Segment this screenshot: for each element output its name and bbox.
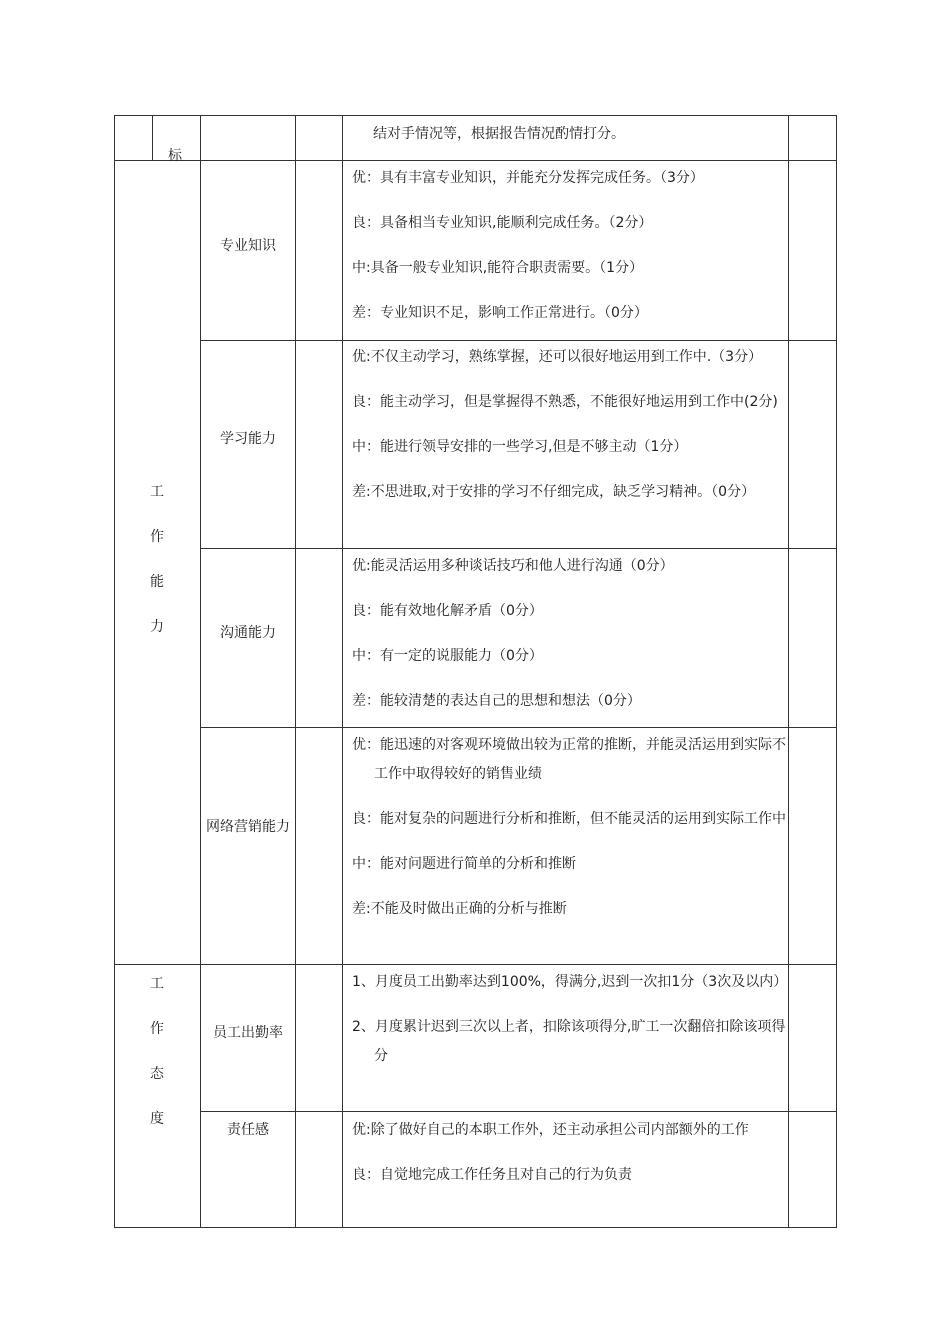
criterion-good: 良：能对复杂的问题进行分析和推断，但不能灵活的运用到实际工作中 — [352, 811, 786, 827]
criterion-good: 良：自觉地完成工作任务且对自己的行为负责 — [352, 1167, 632, 1183]
criterion-good: 良：能有效地化解矛盾（0分） — [352, 603, 543, 619]
criterion-rule-1: 1、月度员工出勤率达到100%，得满分,迟到一次扣1分（3次及以内） — [352, 974, 788, 990]
criteria-communication-ability — [352, 552, 780, 716]
category-work-attitude — [114, 974, 200, 1154]
criterion-average: 中：能进行领导安排的一些学习,但是不够主动（1分） — [352, 439, 688, 455]
criterion-average: 中：有一定的说服能力（0分） — [352, 648, 543, 664]
criterion-rule-2: 2、月度累计迟到三次以上者，扣除该项得分,旷工一次翻倍扣除该项得分 — [352, 1019, 786, 1064]
item-communication-ability: 沟通能力 — [220, 625, 276, 641]
item-learning-ability: 学习能力 — [220, 431, 276, 447]
item-network-marketing-ability: 网络营销能力 — [206, 819, 290, 835]
criterion-excellent: 优:不仅主动学习，熟练掌握，还可以很好地运用到工作中.（3分） — [352, 349, 763, 365]
table-border-right — [836, 115, 837, 1228]
category-work-ability — [114, 482, 200, 662]
category-char: 态 — [150, 1066, 164, 1082]
criteria-sense-of-responsibility — [352, 1116, 780, 1190]
table-border-bottom — [114, 1227, 837, 1228]
category-char: 工 — [150, 484, 164, 500]
criterion-good: 良：能主动学习，但是掌握得不熟悉，不能很好地运用到工作中(2分) — [352, 394, 778, 410]
criterion-poor: 差：能较清楚的表达自己的思想和想法（0分） — [352, 693, 641, 709]
category-char: 能 — [150, 574, 164, 590]
criterion-average: 中:具备一般专业知识,能符合职责需要。（1分） — [352, 260, 644, 276]
item-attendance-rate: 员工出勤率 — [213, 1025, 283, 1041]
criteria-network-marketing-ability — [352, 731, 786, 924]
category-char: 作 — [150, 1021, 164, 1037]
criterion-poor: 差:不思进取,对于安排的学习不仔细完成，缺乏学习精神。（0分） — [352, 484, 756, 500]
category-char: 作 — [150, 529, 164, 545]
criteria-professional-knowledge — [352, 164, 780, 328]
criterion-excellent: 优：能迅速的对客观环境做出较为正常的推断，并能灵活运用到实际不工作中取得较好的销售业绩 — [352, 737, 786, 782]
criterion-excellent: 优:能灵活运用多种谈话技巧和他人进行沟通（0分） — [352, 558, 674, 574]
category-char: 度 — [150, 1111, 164, 1127]
column-divider — [295, 115, 296, 1228]
category-char: 工 — [150, 976, 164, 992]
fragment-label: 标 — [168, 148, 182, 164]
criterion-excellent: 优：具有丰富专业知识，并能充分发挥完成任务。（3分） — [352, 170, 704, 186]
column-divider — [342, 115, 343, 1228]
column-divider — [152, 115, 153, 160]
item-sense-of-responsibility: 责任感 — [227, 1122, 269, 1138]
continuation-text: 结对手情况等，根据报告情况酌情打分。 — [373, 126, 625, 142]
criteria-attendance-rate — [352, 968, 788, 1071]
row-divider — [114, 964, 837, 965]
category-char: 力 — [150, 619, 164, 635]
row-divider — [114, 160, 837, 161]
criterion-average: 中：能对问题进行简单的分析和推断 — [352, 856, 576, 872]
criteria-learning-ability — [352, 343, 780, 507]
item-professional-knowledge: 专业知识 — [220, 238, 276, 254]
column-divider — [200, 115, 201, 1228]
criterion-excellent: 优:除了做好自己的本职工作外，还主动承担公司内部额外的工作 — [352, 1122, 749, 1138]
criterion-good: 良：具备相当专业知识,能顺利完成任务。（2分） — [352, 215, 653, 231]
criterion-poor: 差:不能及时做出正确的分析与推断 — [352, 901, 567, 917]
criterion-poor: 差：专业知识不足，影响工作正常进行。（0分） — [352, 305, 648, 321]
table-border-top — [114, 115, 837, 116]
